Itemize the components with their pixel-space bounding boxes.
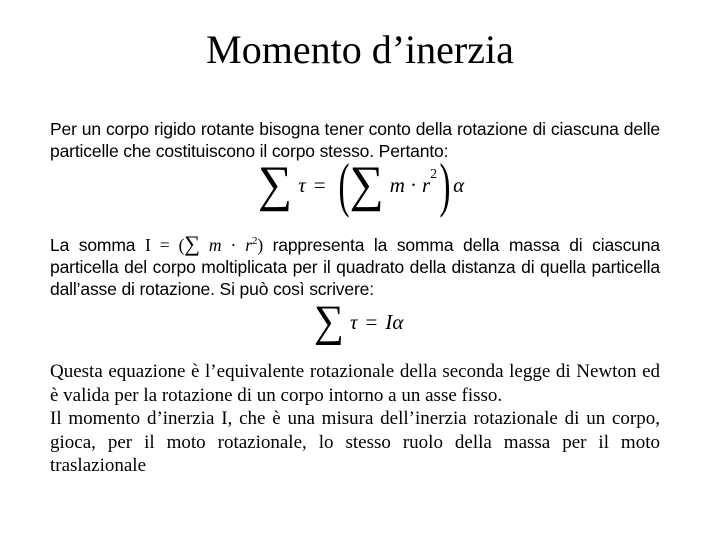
alpha-symbol: α	[392, 309, 404, 334]
inline-sum: ∑	[184, 230, 200, 256]
inertia-role-paragraph: Il momento d’inerzia I, che è una misura dell’inerzia rotazionale di un corpo, gioca, per il moto rotazionale, lo stesso ruolo della massa per il moto traslazionale	[50, 408, 660, 476]
text-post: rappresenta la somma della massa di ciascuna particella del corpo moltiplicata per il quadrato della distanza di quella particella dall’asse di rotazione. Si può così scrivere:	[50, 234, 660, 299]
intro-paragraph: Per un corpo rigido rotante bisogna tener conto della rotazione di ciascuna delle particelle che costituiscono il corpo stesso. Pertanto:	[50, 119, 660, 161]
radius-symbol: r	[421, 172, 431, 197]
moment-definition-paragraph	[50, 230, 660, 300]
slide-title: Momento d’inerzia	[206, 27, 514, 72]
torque-sum-equation	[258, 152, 465, 218]
inline-exp: 2	[251, 235, 258, 247]
inline-m: m	[208, 234, 222, 255]
inline-dot: ·	[221, 234, 246, 255]
sum-symbol-inner: ∑	[349, 156, 384, 213]
newton-law-paragraph: Questa equazione è l’equivalente rotazionale della seconda legge di Newton ed è valida per la rotazione di un corpo intorno a un asse fisso.	[50, 361, 660, 406]
tau-symbol: τ	[298, 172, 306, 197]
inline-formula	[144, 230, 263, 256]
inertia-symbol: I	[385, 309, 393, 334]
tau-symbol: τ	[349, 309, 358, 334]
open-paren: (	[338, 152, 350, 218]
exponent: 2	[430, 167, 438, 182]
inline-r: r	[245, 234, 252, 255]
sum-symbol: ∑	[314, 297, 344, 347]
equals-sign: =	[365, 309, 378, 334]
text-pre: La somma	[50, 234, 145, 255]
dot-operator: ·	[409, 172, 417, 197]
inline-eq: = (	[150, 234, 185, 255]
sum-symbol: ∑	[258, 156, 293, 213]
close-paren: )	[439, 152, 451, 218]
equals-sign: =	[313, 172, 326, 197]
mass-symbol: m	[389, 172, 405, 197]
inline-I: I	[144, 234, 151, 255]
rotational-newton-equation	[314, 297, 404, 347]
alpha-symbol: α	[453, 172, 465, 197]
inline-close: )	[257, 234, 263, 255]
